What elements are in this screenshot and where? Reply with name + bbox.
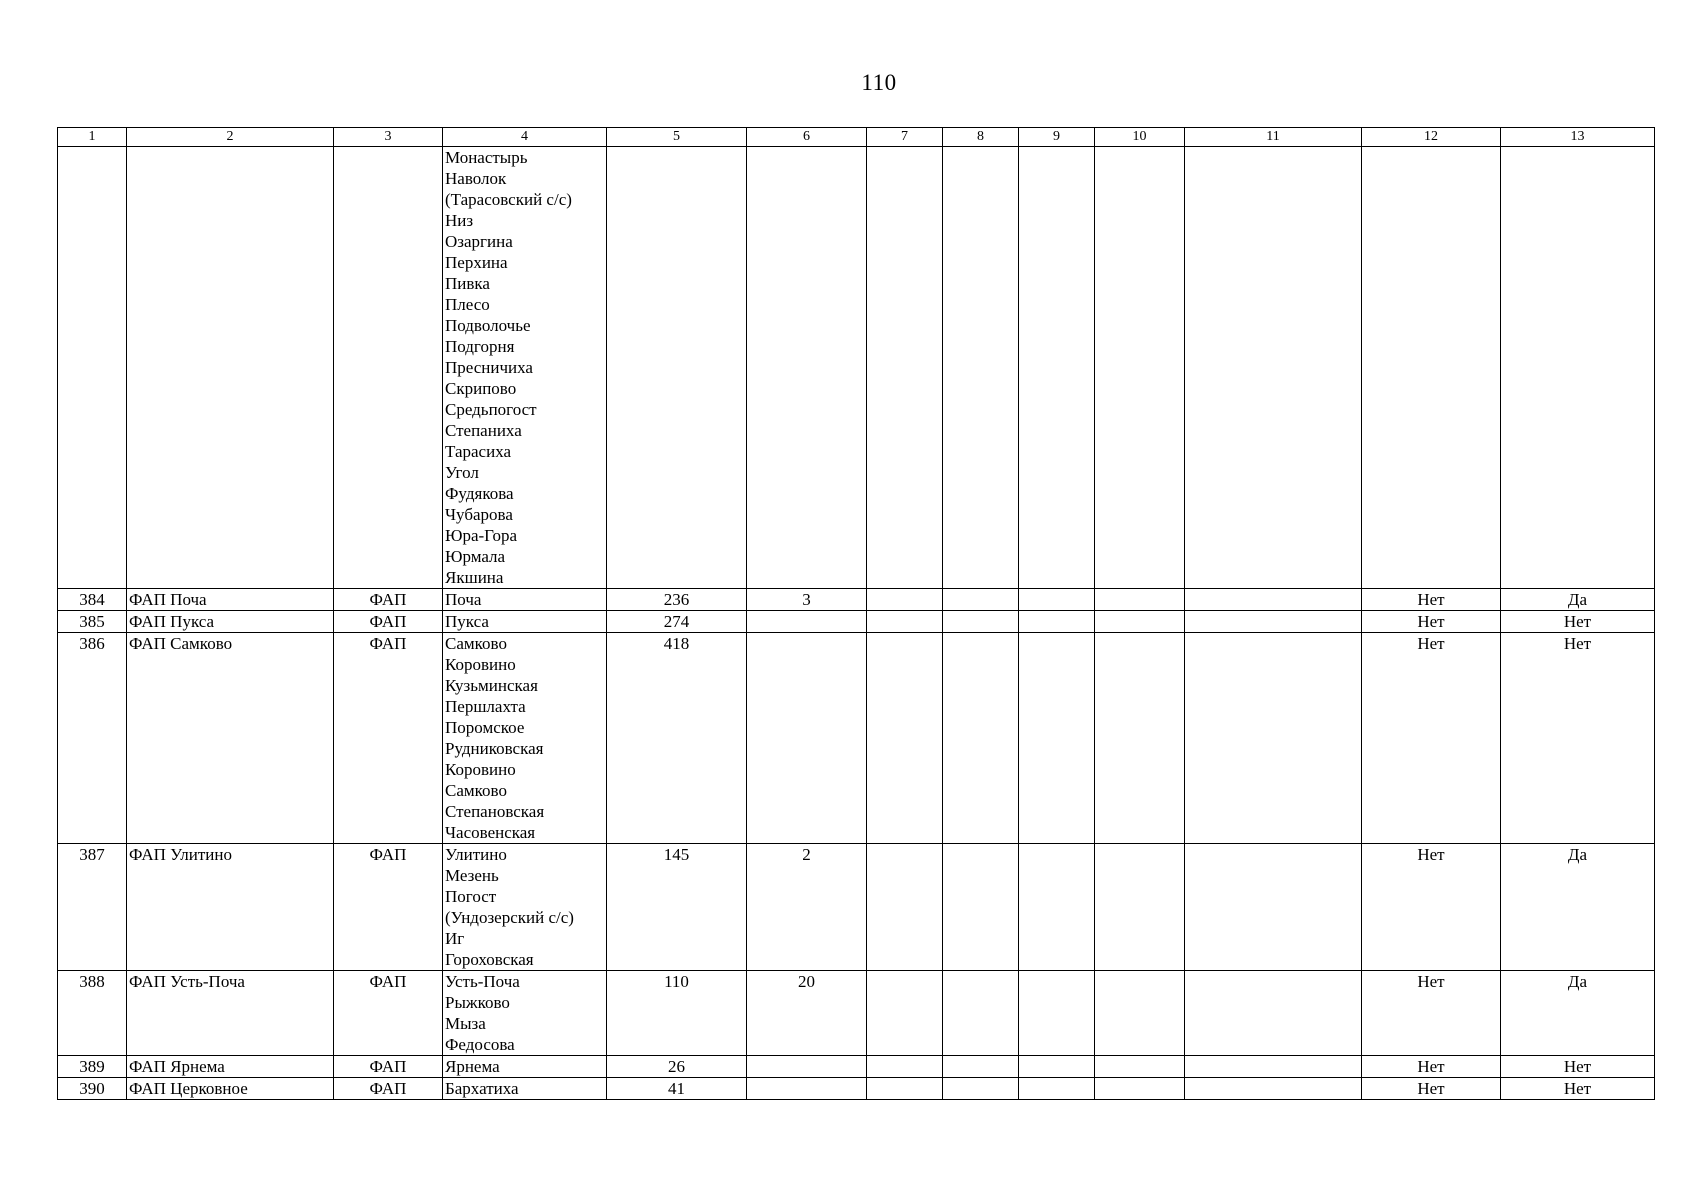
col13-value-text: Нет bbox=[1563, 1057, 1592, 1076]
col12-value-text: Нет bbox=[1417, 1057, 1445, 1076]
settlement-name: Гороховская bbox=[445, 950, 534, 969]
col13-value bbox=[1501, 844, 1655, 971]
facility-type bbox=[334, 611, 443, 633]
col10-value bbox=[1095, 633, 1185, 844]
facility-name-text: ФАП Пукса bbox=[129, 612, 215, 631]
row-number bbox=[58, 633, 127, 844]
col12-value bbox=[1362, 844, 1501, 971]
table-row bbox=[58, 1078, 1655, 1100]
settlements-cell bbox=[443, 589, 607, 611]
row-number-text: 384 bbox=[79, 590, 105, 609]
row-number-text: 389 bbox=[79, 1057, 105, 1076]
population-value bbox=[607, 1056, 747, 1078]
facility-name-text: ФАП Церковное bbox=[129, 1079, 248, 1098]
settlement-name: Степаниха bbox=[445, 421, 522, 440]
column-header: 8 bbox=[943, 128, 1019, 147]
column-header: 6 bbox=[747, 128, 867, 147]
population-value bbox=[607, 147, 747, 589]
facility-name bbox=[127, 844, 334, 971]
column-header: 4 bbox=[443, 128, 607, 147]
col9-value bbox=[1019, 844, 1095, 971]
col9-value bbox=[1019, 611, 1095, 633]
population-value-text: 41 bbox=[668, 1079, 685, 1098]
col13-value-text: Нет bbox=[1563, 1079, 1592, 1098]
settlement-name: Якшина bbox=[445, 568, 504, 587]
col12-value bbox=[1362, 971, 1501, 1056]
settlement-name: Юра-Гора bbox=[445, 526, 518, 545]
settlement-name: Погост bbox=[445, 887, 497, 906]
col12-value bbox=[1362, 633, 1501, 844]
settlements-cell bbox=[443, 971, 607, 1056]
col6-value bbox=[747, 589, 867, 611]
col10-value bbox=[1095, 971, 1185, 1056]
settlement-name: Часовенская bbox=[445, 823, 536, 842]
facility-type bbox=[334, 844, 443, 971]
col8-value bbox=[943, 147, 1019, 589]
settlement-name: Федосова bbox=[445, 1035, 515, 1054]
settlement-name: Поромское bbox=[445, 718, 525, 737]
column-header: 7 bbox=[867, 128, 943, 147]
table-row bbox=[58, 589, 1655, 611]
facility-type-text: ФАП bbox=[369, 972, 407, 991]
settlement-name: Озаргина bbox=[445, 232, 513, 251]
settlement-name: Бархатиха bbox=[445, 1079, 519, 1098]
column-header: 12 bbox=[1362, 128, 1501, 147]
settlement-name: Самково bbox=[445, 634, 507, 653]
table-row bbox=[58, 147, 1655, 589]
col13-value bbox=[1501, 1056, 1655, 1078]
row-number bbox=[58, 844, 127, 971]
facility-type-text: ФАП bbox=[369, 1079, 407, 1098]
col12-value-text: Нет bbox=[1417, 612, 1445, 631]
col7-value bbox=[867, 611, 943, 633]
col12-value-text: Нет bbox=[1417, 590, 1445, 609]
column-header: 10 bbox=[1095, 128, 1185, 147]
population-value-text: 26 bbox=[668, 1057, 685, 1076]
table-body bbox=[58, 147, 1655, 1100]
settlement-name: Мыза bbox=[445, 1014, 486, 1033]
col13-value bbox=[1501, 611, 1655, 633]
col7-value bbox=[867, 1078, 943, 1100]
settlement-name: Подволочье bbox=[445, 316, 531, 335]
col9-value bbox=[1019, 971, 1095, 1056]
col13-value-text: Да bbox=[1567, 972, 1588, 991]
settlement-name: Кузьминская bbox=[445, 676, 538, 695]
column-header: 11 bbox=[1185, 128, 1362, 147]
col13-value bbox=[1501, 971, 1655, 1056]
col12-value bbox=[1362, 611, 1501, 633]
settlement-name: Рудниковская bbox=[445, 739, 544, 758]
settlement-name: Подгорня bbox=[445, 337, 515, 356]
settlement-name: Пивка bbox=[445, 274, 490, 293]
col10-value bbox=[1095, 147, 1185, 589]
col11-value bbox=[1185, 971, 1362, 1056]
col13-value-text: Да bbox=[1567, 845, 1588, 864]
facility-type bbox=[334, 589, 443, 611]
col12-value bbox=[1362, 1056, 1501, 1078]
col10-value bbox=[1095, 1078, 1185, 1100]
row-number bbox=[58, 611, 127, 633]
settlements-cell bbox=[443, 1078, 607, 1100]
col8-value bbox=[943, 844, 1019, 971]
col11-value bbox=[1185, 589, 1362, 611]
row-number-text: 386 bbox=[79, 634, 105, 653]
col12-value bbox=[1362, 589, 1501, 611]
col7-value bbox=[867, 844, 943, 971]
settlement-name: Наволок bbox=[445, 169, 507, 188]
column-header: 13 bbox=[1501, 128, 1655, 147]
settlement-name: Ярнема bbox=[445, 1057, 500, 1076]
col12-value bbox=[1362, 147, 1501, 589]
settlements-cell bbox=[443, 844, 607, 971]
col6-value-text: 3 bbox=[802, 590, 811, 609]
settlement-name: Фудякова bbox=[445, 484, 514, 503]
settlements-cell bbox=[443, 633, 607, 844]
column-header: 2 bbox=[127, 128, 334, 147]
col12-value bbox=[1362, 1078, 1501, 1100]
population-value-text: 145 bbox=[663, 845, 690, 864]
table-row bbox=[58, 971, 1655, 1056]
facility-name bbox=[127, 589, 334, 611]
column-header: 3 bbox=[334, 128, 443, 147]
col13-value-text: Нет bbox=[1563, 634, 1592, 653]
settlement-name: Рыжково bbox=[445, 993, 510, 1012]
col6-value bbox=[747, 633, 867, 844]
col13-value bbox=[1501, 147, 1655, 589]
col10-value bbox=[1095, 1056, 1185, 1078]
col13-value bbox=[1501, 589, 1655, 611]
table-row bbox=[58, 633, 1655, 844]
settlement-name: (Ундозерский с/с) bbox=[445, 908, 574, 927]
col6-value bbox=[747, 971, 867, 1056]
population-value bbox=[607, 589, 747, 611]
settlement-name: Самково bbox=[445, 781, 507, 800]
facility-name bbox=[127, 633, 334, 844]
col13-value-text: Да bbox=[1567, 590, 1588, 609]
settlement-name: Низ bbox=[445, 211, 474, 230]
col11-value bbox=[1185, 147, 1362, 589]
facility-type bbox=[334, 147, 443, 589]
header-row bbox=[58, 128, 1655, 147]
settlement-name: Улитино bbox=[445, 845, 507, 864]
row-number-text: 387 bbox=[79, 845, 105, 864]
facility-type-text: ФАП bbox=[369, 612, 407, 631]
row-number bbox=[58, 1078, 127, 1100]
col9-value bbox=[1019, 147, 1095, 589]
facility-type-text: ФАП bbox=[369, 845, 407, 864]
settlement-name: Чубарова bbox=[445, 505, 513, 524]
facility-name bbox=[127, 1078, 334, 1100]
table-row bbox=[58, 611, 1655, 633]
col6-value-text: 20 bbox=[798, 972, 815, 991]
col8-value bbox=[943, 971, 1019, 1056]
col7-value bbox=[867, 1056, 943, 1078]
col6-value bbox=[747, 844, 867, 971]
col7-value bbox=[867, 589, 943, 611]
settlement-name: Коровино bbox=[445, 760, 516, 779]
settlement-name: Степановская bbox=[445, 802, 545, 821]
settlement-name: Юрмала bbox=[445, 547, 506, 566]
settlement-name: Пукса bbox=[445, 612, 489, 631]
col7-value bbox=[867, 147, 943, 589]
col8-value bbox=[943, 1078, 1019, 1100]
row-number bbox=[58, 589, 127, 611]
col12-value-text: Нет bbox=[1417, 845, 1445, 864]
col11-value bbox=[1185, 611, 1362, 633]
settlement-name: Мезень bbox=[445, 866, 499, 885]
facility-name-text: ФАП Самково bbox=[129, 634, 233, 653]
column-header: 1 bbox=[58, 128, 127, 147]
table-row bbox=[58, 1056, 1655, 1078]
col8-value bbox=[943, 633, 1019, 844]
settlements-cell bbox=[443, 611, 607, 633]
facility-type-text: ФАП bbox=[369, 590, 407, 609]
col6-value bbox=[747, 1078, 867, 1100]
col6-value bbox=[747, 1056, 867, 1078]
settlement-name: Коровино bbox=[445, 655, 516, 674]
population-value-text: 418 bbox=[663, 634, 690, 653]
settlement-name: Средьпогост bbox=[445, 400, 537, 419]
facility-type bbox=[334, 971, 443, 1056]
settlement-name: Поча bbox=[445, 590, 482, 609]
facility-type-text: ФАП bbox=[369, 634, 407, 653]
settlement-name: Тарасиха bbox=[445, 442, 512, 461]
col9-value bbox=[1019, 633, 1095, 844]
population-value bbox=[607, 844, 747, 971]
settlement-name: Перхина bbox=[445, 253, 508, 272]
facility-type bbox=[334, 1056, 443, 1078]
col9-value bbox=[1019, 1078, 1095, 1100]
page-number: 110 bbox=[861, 70, 897, 95]
col7-value bbox=[867, 633, 943, 844]
facilities-table bbox=[57, 127, 1655, 1100]
settlement-name: Монастырь bbox=[445, 148, 528, 167]
settlement-name: Пресничиха bbox=[445, 358, 533, 377]
facility-type bbox=[334, 1078, 443, 1100]
col6-value-text: 2 bbox=[802, 845, 811, 864]
facility-type bbox=[334, 633, 443, 844]
facility-type-text: ФАП bbox=[369, 1057, 407, 1076]
col8-value bbox=[943, 1056, 1019, 1078]
col10-value bbox=[1095, 844, 1185, 971]
facility-name-text: ФАП Улитино bbox=[129, 845, 232, 864]
facility-name bbox=[127, 1056, 334, 1078]
row-number bbox=[58, 971, 127, 1056]
col10-value bbox=[1095, 611, 1185, 633]
col6-value bbox=[747, 147, 867, 589]
col9-value bbox=[1019, 1056, 1095, 1078]
population-value-text: 236 bbox=[663, 590, 690, 609]
facility-name bbox=[127, 611, 334, 633]
col12-value-text: Нет bbox=[1417, 972, 1445, 991]
col11-value bbox=[1185, 1056, 1362, 1078]
col8-value bbox=[943, 611, 1019, 633]
col6-value bbox=[747, 611, 867, 633]
population-value bbox=[607, 1078, 747, 1100]
facility-name-text: ФАП Поча bbox=[129, 590, 207, 609]
settlements-cell bbox=[443, 147, 607, 589]
settlement-name: Иг bbox=[445, 929, 465, 948]
settlement-name: Усть-Поча bbox=[445, 972, 520, 991]
column-header: 9 bbox=[1019, 128, 1095, 147]
col12-value-text: Нет bbox=[1417, 1079, 1445, 1098]
col13-value bbox=[1501, 1078, 1655, 1100]
col13-value bbox=[1501, 633, 1655, 844]
col11-value bbox=[1185, 633, 1362, 844]
settlement-name: Першлахта bbox=[445, 697, 526, 716]
col12-value-text: Нет bbox=[1417, 634, 1445, 653]
facility-name-text: ФАП Усть-Поча bbox=[129, 972, 245, 991]
row-number bbox=[58, 1056, 127, 1078]
col8-value bbox=[943, 589, 1019, 611]
settlement-name: Угол bbox=[445, 463, 479, 482]
population-value bbox=[607, 611, 747, 633]
settlement-name: (Тарасовский с/с) bbox=[445, 190, 572, 209]
settlement-name: Плесо bbox=[445, 295, 490, 314]
col9-value bbox=[1019, 589, 1095, 611]
row-number bbox=[58, 147, 127, 589]
facility-name bbox=[127, 147, 334, 589]
facility-name bbox=[127, 971, 334, 1056]
population-value bbox=[607, 633, 747, 844]
table-row bbox=[58, 844, 1655, 971]
col7-value bbox=[867, 971, 943, 1056]
col11-value bbox=[1185, 844, 1362, 971]
row-number-text: 385 bbox=[79, 612, 105, 631]
row-number-text: 390 bbox=[79, 1079, 105, 1098]
settlement-name: Скрипово bbox=[445, 379, 517, 398]
col13-value-text: Нет bbox=[1563, 612, 1592, 631]
col11-value bbox=[1185, 1078, 1362, 1100]
column-header: 5 bbox=[607, 128, 747, 147]
row-number-text: 388 bbox=[79, 972, 105, 991]
population-value bbox=[607, 971, 747, 1056]
population-value-text: 110 bbox=[664, 972, 689, 991]
col10-value bbox=[1095, 589, 1185, 611]
facility-name-text: ФАП Ярнема bbox=[129, 1057, 225, 1076]
settlements-cell bbox=[443, 1056, 607, 1078]
population-value-text: 274 bbox=[663, 612, 690, 631]
